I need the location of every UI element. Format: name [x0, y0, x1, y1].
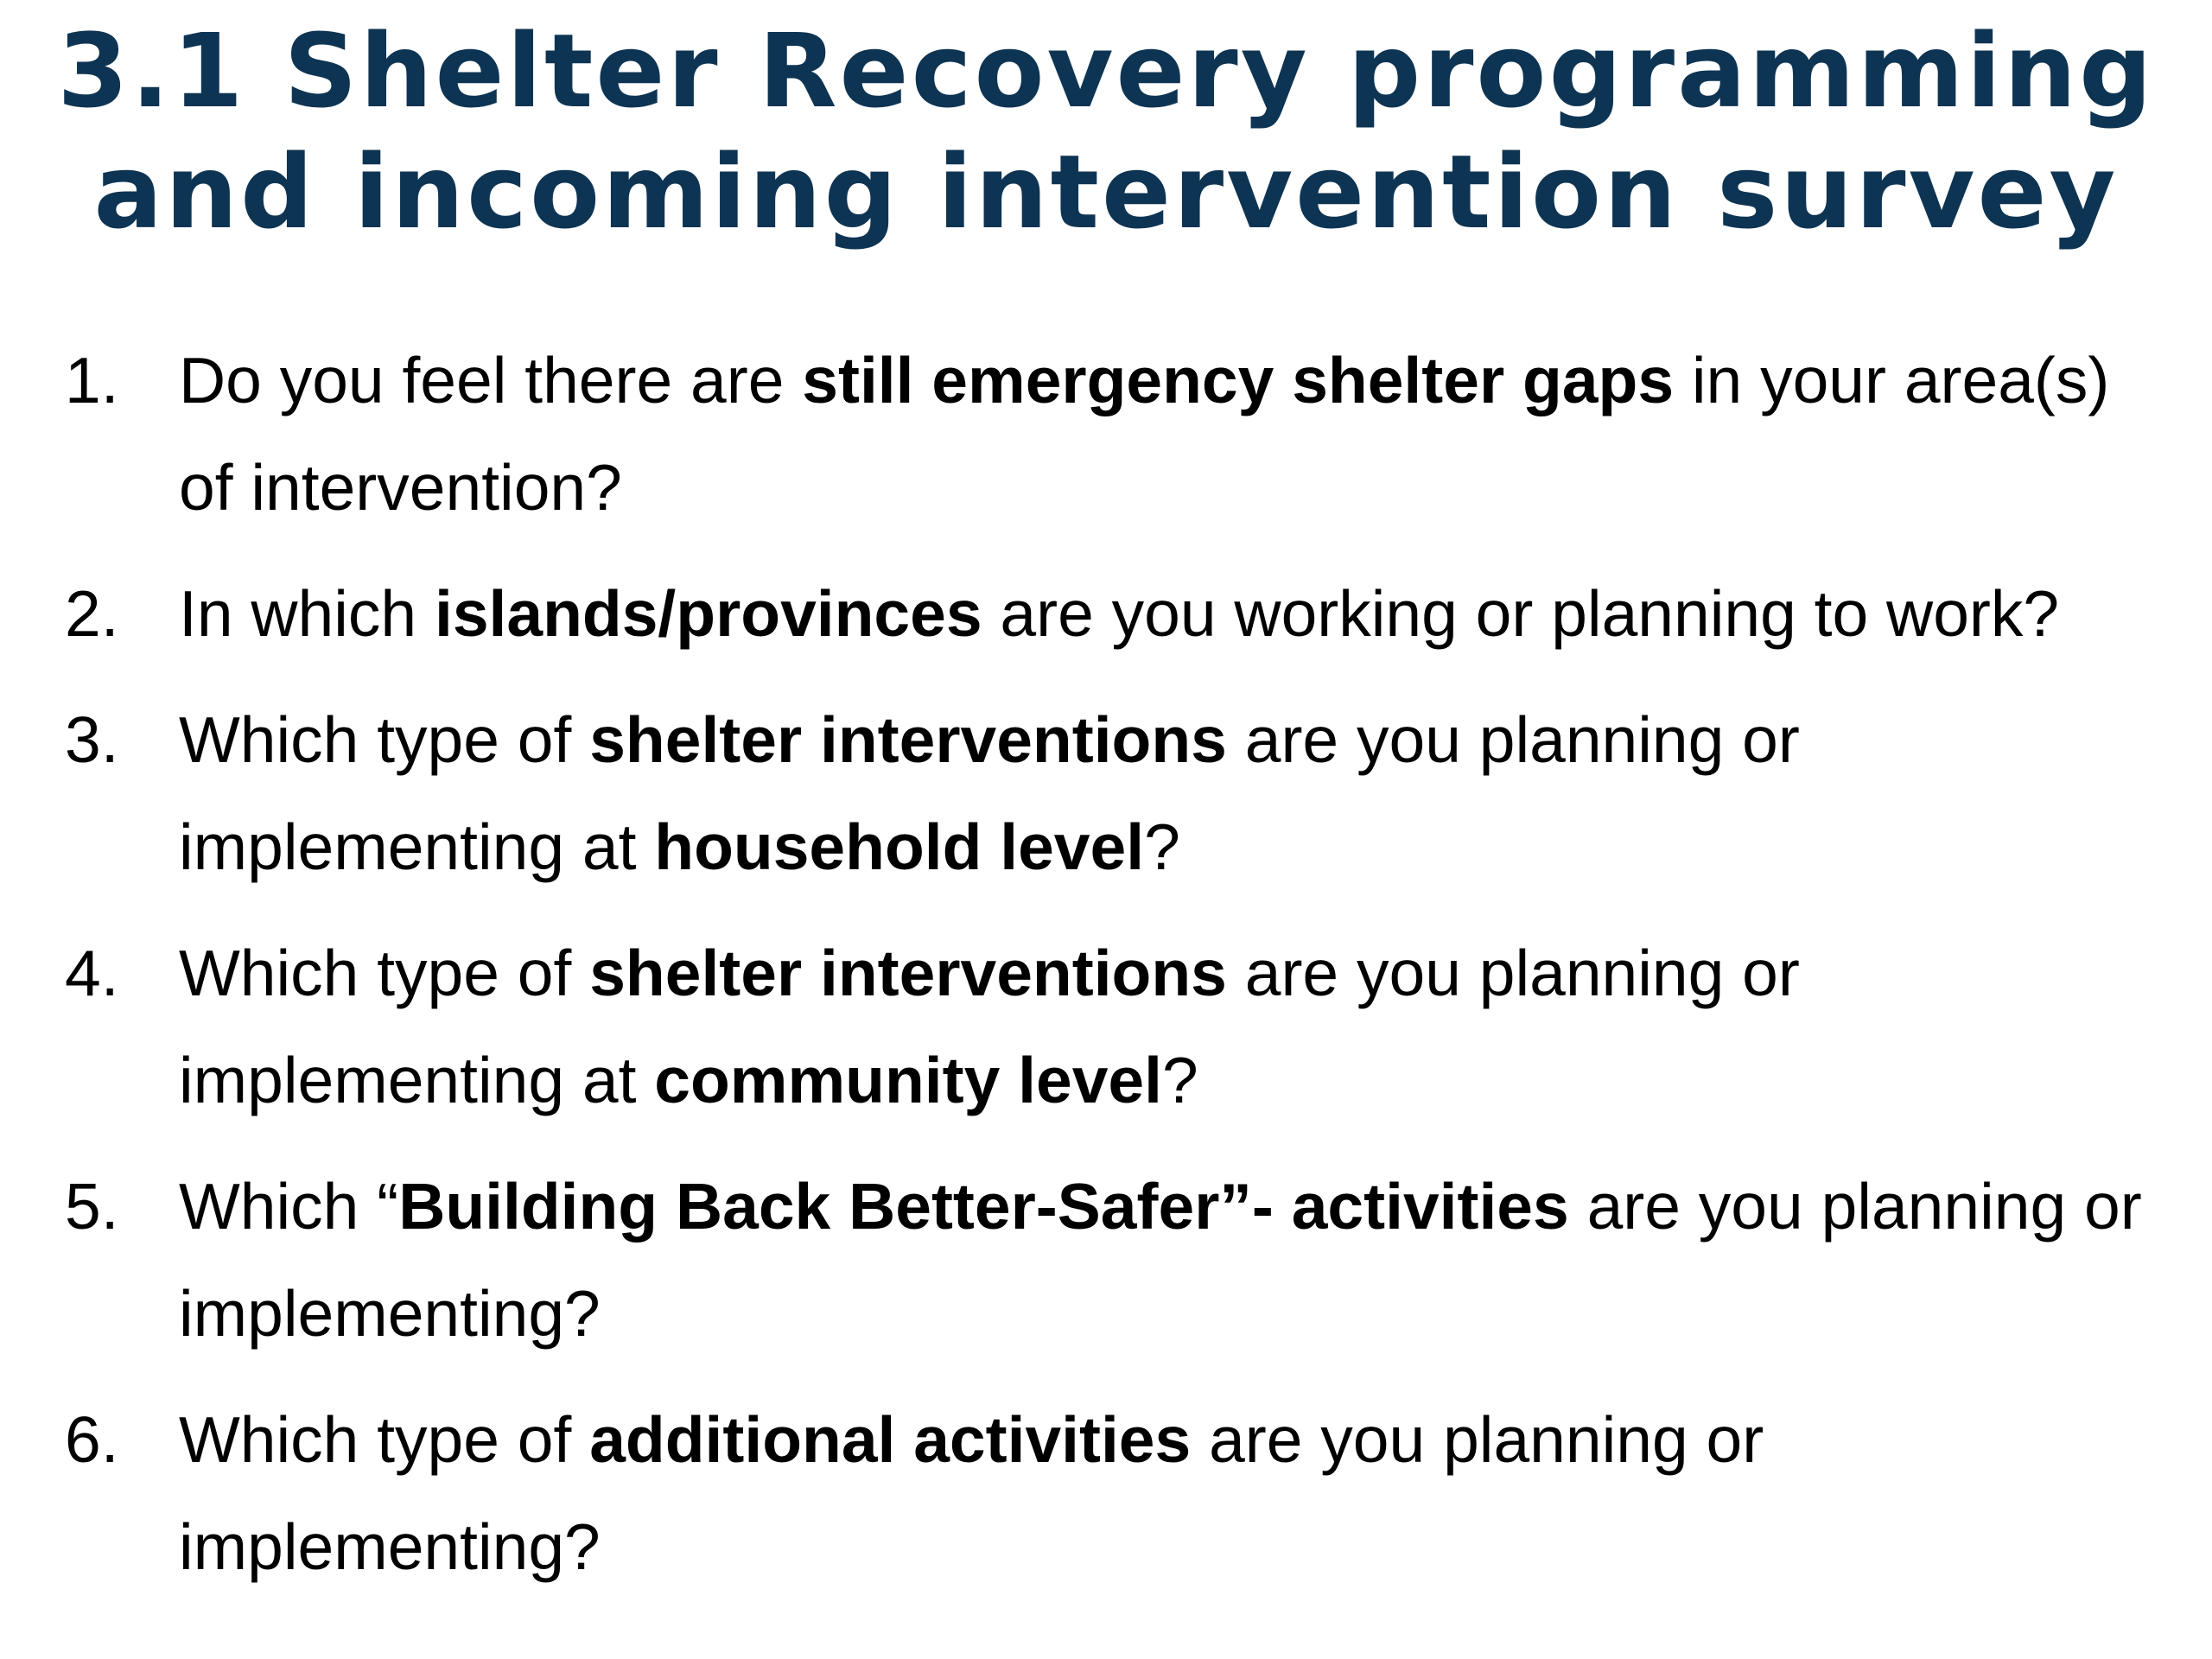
question-list	[65, 327, 2173, 1619]
question-text	[179, 937, 1800, 1116]
question-text-emphasis: shelter interventions	[589, 937, 1227, 1009]
slide-title-line-1: 3.1 Shelter Recovery programming	[57, 11, 2155, 130]
question-text-emphasis: still emergency shelter gaps	[802, 344, 1675, 416]
question-number: 5.	[65, 1170, 119, 1243]
question-item	[65, 1153, 2173, 1367]
question-item	[65, 686, 2173, 900]
question-number: 2.	[65, 577, 119, 650]
question-text-segment: are you planning or implementing?	[179, 1403, 1764, 1583]
question-text-segment: In which	[179, 577, 435, 650]
question-text	[179, 344, 2109, 524]
question-item	[65, 919, 2173, 1134]
question-text	[179, 1170, 2142, 1350]
question-text-segment: in your area(s) of intervention?	[179, 344, 2110, 524]
question-text-segment: are you planning or implementing?	[179, 1170, 2142, 1350]
question-item	[65, 560, 2173, 667]
question-text-segment: Do you feel there are	[179, 344, 803, 416]
question-text-emphasis: community level	[654, 1044, 1162, 1116]
question-text-emphasis: household level	[654, 810, 1145, 883]
slide-title	[0, 10, 2212, 252]
question-text	[179, 1403, 1764, 1583]
question-number: 1.	[65, 344, 119, 416]
question-item	[65, 1386, 2173, 1600]
question-text-emphasis: islands/provinces	[434, 577, 982, 650]
question-text-segment: are you working or planning to work?	[982, 577, 2060, 650]
question-item	[65, 327, 2173, 541]
question-text	[179, 577, 2059, 650]
question-number: 6.	[65, 1403, 119, 1476]
question-text-segment: ?	[1144, 810, 1180, 883]
question-text-segment: are you planning or implementing at	[179, 937, 1800, 1116]
question-number: 3.	[65, 703, 119, 776]
question-text-emphasis: additional activities	[589, 1403, 1192, 1476]
question-number: 4.	[65, 937, 119, 1009]
question-text-segment: Which type of	[179, 703, 590, 776]
question-text-segment: ?	[1161, 1044, 1198, 1116]
slide-title-line-2: and incoming intervention survey	[93, 132, 2119, 251]
question-text	[179, 703, 1800, 883]
question-text-emphasis: Building Back Better-Safer”- activities	[398, 1170, 1569, 1243]
question-text-segment: are you planning or implementing at	[179, 703, 1800, 883]
question-text-segment: Which type of	[179, 937, 590, 1009]
question-text-segment: Which “	[179, 1170, 399, 1243]
question-text-segment: Which type of	[179, 1403, 590, 1476]
question-text-emphasis: shelter interventions	[589, 703, 1227, 776]
